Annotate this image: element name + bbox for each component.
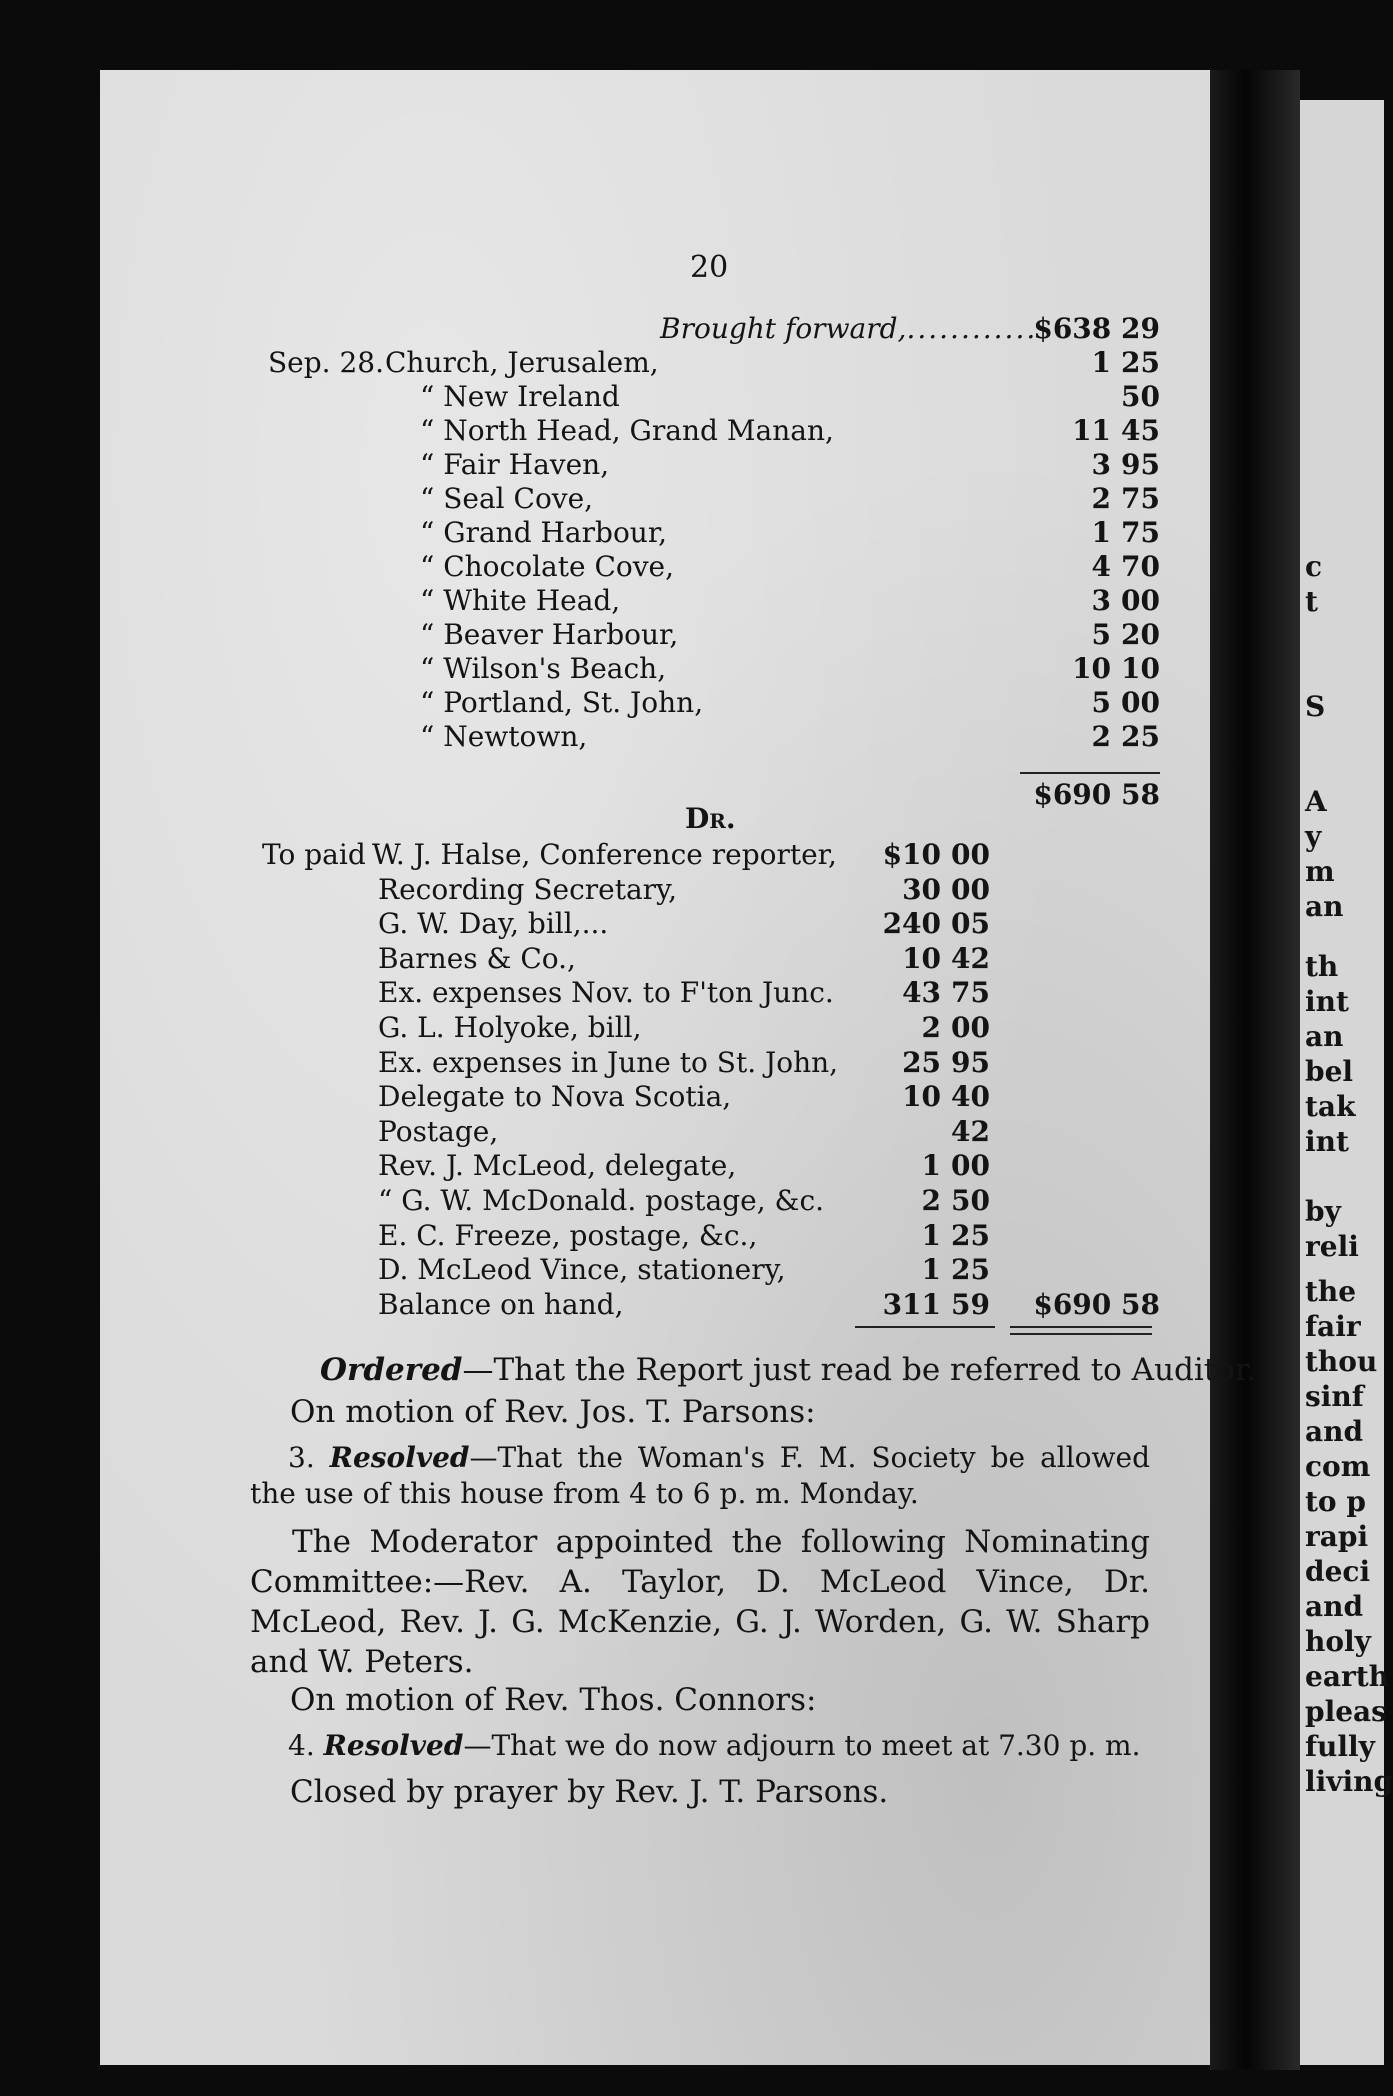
receipt-amount — [1030, 380, 1160, 414]
disbursements-total-cents: 58 — [1121, 1288, 1160, 1321]
adjacent-fragment: an — [1305, 1020, 1344, 1053]
disbursement-dollars: 10 — [902, 1080, 942, 1113]
receipt-amount — [1030, 720, 1160, 754]
receipt-dollars: 4 — [1091, 550, 1112, 583]
nominating-text: The Moderator appointed the following Nominating Committee:—Rev. A. Taylor, D. McLeod Vince, Dr. McLeod, Rev. J. G. McKenzie, G. J. Worden, G. W. Sharp and W. Peters. — [250, 1524, 1150, 1680]
disbursement-cents: 00 — [951, 838, 990, 871]
adjacent-fragment: y — [1305, 820, 1322, 853]
adjacent-fragment: S — [1305, 690, 1326, 723]
brought-forward-amount — [1030, 312, 1160, 346]
adjacent-fragment: holy — [1305, 1625, 1371, 1658]
disbursement-cents: 42 — [951, 1115, 990, 1148]
adjacent-fragment: tak — [1305, 1090, 1356, 1123]
disbursement-dollars: 30 — [902, 873, 942, 906]
disbursement-label: D. McLeod Vince, stationery, — [378, 1253, 786, 1286]
resolution-3-number: 3. — [288, 1441, 315, 1474]
receipt-label: “ North Head, Grand Manan, — [420, 414, 834, 447]
disbursement-amount — [860, 1115, 990, 1149]
disbursement-amount — [860, 1253, 990, 1287]
disbursement-dollars: 25 — [902, 1046, 942, 1079]
brought-forward-dollars: $638 — [1033, 312, 1112, 345]
disbursement-label: E. C. Freeze, postage, &c., — [378, 1219, 758, 1252]
receipt-label: “ Beaver Harbour, — [420, 618, 679, 651]
disbursement-cents: 00 — [951, 873, 990, 906]
receipt-amount — [1030, 550, 1160, 584]
disbursement-dollars: 43 — [902, 976, 942, 1009]
receipt-amount — [1030, 584, 1160, 618]
disbursements-prefix: To paid — [262, 838, 366, 871]
disbursement-amount — [860, 1011, 990, 1045]
resolution-3-text: —That the Woman's F. M. Society be allowed the use of this house from 4 to 6 p. m. Monday. — [250, 1441, 1150, 1510]
disbursement-dollars: $10 — [882, 838, 942, 871]
adjacent-fragment: com — [1305, 1450, 1371, 1483]
adjacent-fragment: fair — [1305, 1310, 1361, 1343]
disbursement-cents: 75 — [951, 976, 990, 1009]
receipt-cents: 20 — [1121, 618, 1160, 651]
disbursement-label: Ex. expenses Nov. to F'ton Junc. — [378, 976, 834, 1009]
adjacent-fragment: pleas — [1305, 1695, 1387, 1728]
adjacent-fragment: and — [1305, 1415, 1364, 1448]
receipt-label: “ New Ireland — [420, 380, 620, 413]
adjacent-fragment: int — [1305, 985, 1349, 1018]
disbursement-label: “ G. W. McDonald. postage, &c. — [378, 1184, 825, 1217]
disbursement-dollars: 1 — [921, 1149, 942, 1182]
ordered-paragraph — [320, 1350, 1257, 1390]
receipts-total-dollars: $690 — [1033, 778, 1112, 811]
receipt-cents: 95 — [1121, 448, 1160, 481]
receipt-cents: 50 — [1121, 380, 1160, 413]
adjacent-fragment: sinf — [1305, 1380, 1364, 1413]
receipt-dollars: 1 — [1091, 516, 1112, 549]
disbursement-label: W. J. Halse, Conference reporter, — [372, 838, 837, 871]
disbursement-label: Barnes & Co., — [378, 942, 576, 975]
receipt-label: “ White Head, — [420, 584, 621, 617]
receipt-amount — [1030, 618, 1160, 652]
brought-forward-label: Brought forward,............ — [660, 312, 1038, 345]
adjacent-fragment: c — [1305, 550, 1323, 583]
disbursement-cents: 50 — [951, 1184, 990, 1217]
receipt-dollars: 3 — [1091, 448, 1112, 481]
receipt-dollars: 3 — [1091, 584, 1112, 617]
disbursements-subtotal-rule — [855, 1326, 995, 1328]
disbursement-dollars: 2 — [921, 1184, 942, 1217]
adjacent-fragment: deci — [1305, 1555, 1371, 1588]
adjacent-fragment: int — [1305, 1125, 1349, 1158]
adjacent-fragment: living — [1305, 1765, 1393, 1798]
motion-parsons: On motion of Rev. Jos. T. Parsons: — [290, 1394, 816, 1430]
adjacent-fragment: the — [1305, 1275, 1357, 1308]
disbursement-amount — [860, 1080, 990, 1114]
receipt-label: Church, Jerusalem, — [385, 346, 659, 379]
disbursement-amount — [860, 1046, 990, 1080]
disbursement-amount — [860, 1219, 990, 1253]
receipt-label: “ Chocolate Cove, — [420, 550, 675, 583]
receipt-cents: 45 — [1121, 414, 1160, 447]
brought-forward-cents: 29 — [1121, 312, 1160, 345]
receipt-cents: 25 — [1121, 346, 1160, 379]
disbursements-total-rule-2 — [1010, 1333, 1152, 1335]
disbursement-label: G. L. Holyoke, bill, — [378, 1011, 642, 1044]
disbursement-cents: 59 — [951, 1288, 990, 1321]
resolution-3 — [250, 1440, 1150, 1512]
disbursement-amount — [860, 1288, 990, 1322]
disbursement-amount — [860, 976, 990, 1010]
receipt-dollars: 5 — [1091, 618, 1112, 651]
nominating-committee — [250, 1522, 1150, 1682]
receipt-amount — [1030, 346, 1160, 380]
adjacent-fragment: m — [1305, 855, 1335, 888]
receipt-cents: 75 — [1121, 516, 1160, 549]
receipt-cents: 70 — [1121, 550, 1160, 583]
adjacent-fragment: reli — [1305, 1230, 1359, 1263]
receipt-amount — [1030, 448, 1160, 482]
disbursement-dollars: 1 — [921, 1219, 942, 1252]
disbursement-cents: 05 — [951, 907, 990, 940]
receipt-date: Sep. 28. — [268, 346, 385, 379]
resolution-4 — [250, 1728, 1150, 1764]
disbursement-label: G. W. Day, bill,... — [378, 907, 609, 940]
receipt-dollars: 2 — [1091, 482, 1112, 515]
disbursement-cents: 40 — [951, 1080, 990, 1113]
receipt-dollars: 1 — [1091, 346, 1112, 379]
receipts-total-rule — [1020, 772, 1160, 774]
receipt-dollars: 11 — [1072, 414, 1112, 447]
disbursement-label: Delegate to Nova Scotia, — [378, 1080, 732, 1113]
receipt-label: “ Portland, St. John, — [420, 686, 704, 719]
receipt-dollars: 10 — [1072, 652, 1112, 685]
receipt-dollars: 2 — [1091, 720, 1112, 753]
adjacent-fragment: to p — [1305, 1485, 1366, 1518]
adjacent-fragment: by — [1305, 1195, 1341, 1228]
receipt-cents: 00 — [1121, 584, 1160, 617]
disbursement-amount — [860, 838, 990, 872]
disbursement-amount — [860, 907, 990, 941]
disbursement-label: Balance on hand, — [378, 1288, 624, 1321]
receipt-amount — [1030, 414, 1160, 448]
ordered-text: —That the Report just read be referred to Auditor. — [462, 1352, 1257, 1388]
adjacent-fragment: thou — [1305, 1345, 1378, 1378]
adjacent-fragment: th — [1305, 950, 1339, 983]
disbursement-cents: 95 — [951, 1046, 990, 1079]
receipt-label: “ Grand Harbour, — [420, 516, 668, 549]
disbursement-cents: 00 — [951, 1149, 990, 1182]
adjacent-fragment: earth — [1305, 1660, 1389, 1693]
resolution-4-lead: Resolved — [323, 1729, 464, 1762]
disbursement-amount — [860, 942, 990, 976]
receipt-amount — [1030, 652, 1160, 686]
receipts-total-cents: 58 — [1121, 778, 1160, 811]
receipt-label: “ Fair Haven, — [420, 448, 610, 481]
disbursement-cents: 00 — [951, 1011, 990, 1044]
adjacent-fragment: t — [1305, 585, 1318, 618]
disbursement-amount — [860, 1149, 990, 1183]
receipt-amount — [1030, 516, 1160, 550]
disbursement-label: Recording Secretary, — [378, 873, 678, 906]
receipt-label: “ Newtown, — [420, 720, 588, 753]
disbursement-dollars: 2 — [921, 1011, 942, 1044]
page-number: 20 — [690, 250, 729, 285]
disbursements-total — [1030, 1288, 1160, 1322]
receipt-cents: 25 — [1121, 720, 1160, 753]
disbursements-heading: Dr. — [685, 802, 736, 835]
disbursement-cents: 42 — [951, 942, 990, 975]
disbursement-dollars: 311 — [882, 1288, 942, 1321]
receipt-label: “ Seal Cove, — [420, 482, 594, 515]
receipt-cents: 00 — [1121, 686, 1160, 719]
receipt-cents: 10 — [1121, 652, 1160, 685]
resolution-4-number: 4. — [288, 1729, 315, 1762]
resolution-3-lead: Resolved — [329, 1441, 470, 1474]
adjacent-fragment: and — [1305, 1590, 1364, 1623]
receipt-dollars: 5 — [1091, 686, 1112, 719]
disbursement-amount — [860, 873, 990, 907]
receipt-cents: 75 — [1121, 482, 1160, 515]
brought-forward-text: Brought forward, — [660, 312, 907, 345]
closing-line: Closed by prayer by Rev. J. T. Parsons. — [290, 1774, 889, 1810]
disbursement-dollars: 10 — [902, 942, 942, 975]
disbursements-total-dollars: $690 — [1033, 1288, 1112, 1321]
disbursements-total-rule-1 — [1010, 1326, 1152, 1328]
disbursement-amount — [860, 1184, 990, 1218]
disbursement-dollars: 240 — [882, 907, 942, 940]
disbursement-label: Rev. J. McLeod, delegate, — [378, 1149, 737, 1182]
disbursement-cents: 25 — [951, 1253, 990, 1286]
disbursement-label: Ex. expenses in June to St. John, — [378, 1046, 839, 1079]
disbursement-dollars: 1 — [921, 1253, 942, 1286]
receipts-total — [1030, 778, 1160, 812]
adjacent-fragment: an — [1305, 890, 1344, 923]
disbursement-label: Postage, — [378, 1115, 499, 1148]
receipt-amount — [1030, 482, 1160, 516]
motion-connors: On motion of Rev. Thos. Connors: — [290, 1682, 817, 1718]
receipt-label: “ Wilson's Beach, — [420, 652, 667, 685]
disbursement-cents: 25 — [951, 1219, 990, 1252]
ordered-lead: Ordered — [320, 1352, 463, 1388]
adjacent-fragment: A — [1305, 785, 1327, 818]
resolution-4-text: —That we do now adjourn to meet at 7.30 p. m. — [463, 1729, 1141, 1762]
adjacent-fragment: fully — [1305, 1730, 1375, 1763]
adjacent-fragment: bel — [1305, 1055, 1354, 1088]
adjacent-fragment: rapi — [1305, 1520, 1369, 1553]
receipt-amount — [1030, 686, 1160, 720]
page-gutter — [1210, 70, 1300, 2070]
